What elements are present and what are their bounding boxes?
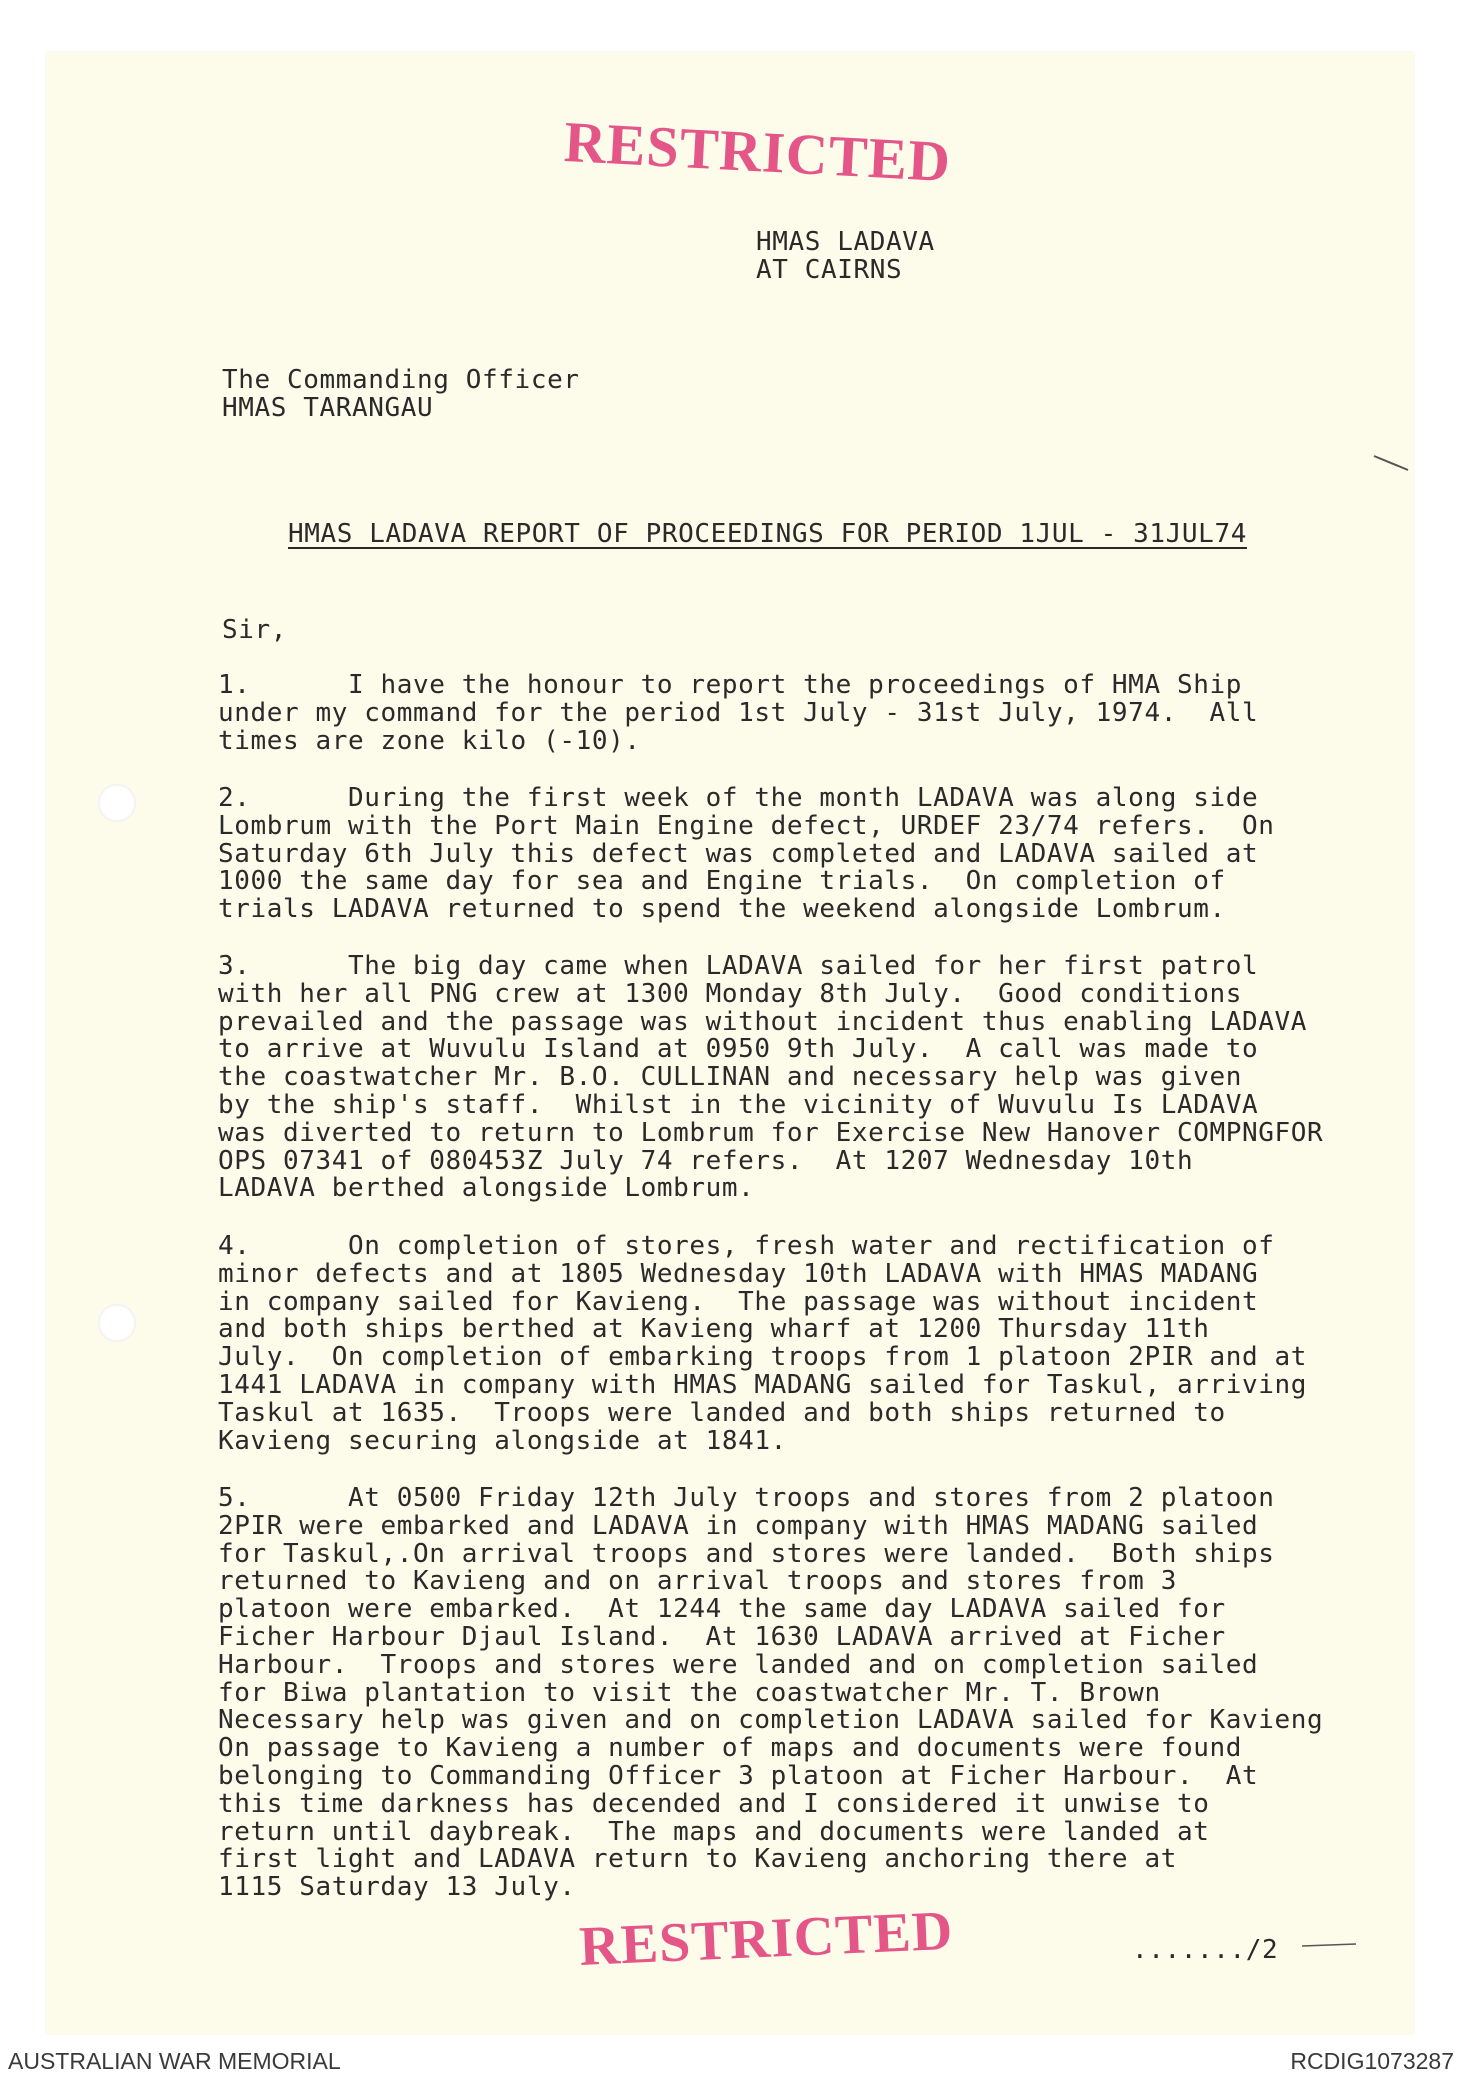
paragraph-line: platoon were embarked. At 1244 the same day LADAVA sailed for xyxy=(218,1594,1226,1625)
paragraph-line: 1. I have the honour to report the proceedings of HMA Ship xyxy=(218,670,1242,700)
paragraph-2 xyxy=(218,785,1274,924)
paragraph-line: belonging to Commanding Officer 3 platoon at Ficher Harbour. At xyxy=(218,1760,1259,1791)
paragraph-line: LADAVA berthed alongside Lombrum. xyxy=(218,1173,755,1204)
sender-location: AT CAIRNS xyxy=(756,255,903,285)
paragraph-line: Harbour. Troops and stores were landed and on completion sailed xyxy=(218,1649,1259,1680)
paragraph-line: Saturday 6th July this defect was completed and LADAVA sailed at xyxy=(218,838,1259,869)
paragraph-line: first light and LADAVA return to Kavieng anchoring there at xyxy=(218,1844,1177,1875)
paragraph-1 xyxy=(218,672,1258,755)
paragraph-line: and both ships berthed at Kavieng wharf at 1200 Thursday 11th xyxy=(218,1314,1210,1345)
paragraph-line: times are zone kilo (-10). xyxy=(218,725,641,756)
paragraph-line: was diverted to return to Lombrum for Exercise New Hanover COMPNGFOR xyxy=(218,1117,1324,1148)
paragraph-line: for Taskul,.On arrival troops and stores were landed. Both ships xyxy=(218,1538,1275,1569)
paragraph-line: July. On completion of embarking troops from 1 platoon 2PIR and at xyxy=(218,1342,1307,1373)
footer-source: AUSTRALIAN WAR MEMORIAL xyxy=(8,2048,341,2074)
punch-hole-upper xyxy=(98,784,136,822)
page-continuation: ......./2 xyxy=(1132,1935,1279,1965)
sender-ship: HMAS LADAVA xyxy=(756,227,935,257)
paragraph-line: 5. At 0500 Friday 12th July troops and stores from 2 platoon xyxy=(218,1483,1275,1513)
addressee-ship: HMAS TARANGAU xyxy=(222,393,434,423)
paragraph-line: 4. On completion of stores, fresh water and rectification of xyxy=(218,1231,1275,1261)
paragraph-line: Lombrum with the Port Main Engine defect, URDEF 23/74 refers. On xyxy=(218,810,1275,841)
paragraph-line: Kavieng securing alongside at 1841. xyxy=(218,1425,787,1456)
footer-reference-id: RCDIG1073287 xyxy=(1290,2048,1454,2074)
paragraph-line: returned to Kavieng and on arrival troops and stores from 3 xyxy=(218,1566,1177,1597)
restricted-stamp-bottom: RESTRICTED xyxy=(578,1899,955,1978)
stray-mark-right xyxy=(1372,452,1412,476)
paragraph-line: under my command for the period 1st July - 31st July, 1974. All xyxy=(218,697,1259,728)
paragraph-line: OPS 07341 of 080453Z July 74 refers. At 1207 Wednesday 10th xyxy=(218,1145,1194,1176)
paragraph-line: 2. During the first week of the month LADAVA was along side xyxy=(218,783,1259,813)
report-title: HMAS LADAVA REPORT OF PROCEEDINGS FOR PERIOD 1JUL - 31JUL74 xyxy=(288,519,1247,549)
paragraph-line: 1000 the same day for sea and Engine trials. On completion of xyxy=(218,866,1226,897)
punch-hole-lower xyxy=(98,1304,136,1342)
paragraph-line: in company sailed for Kavieng. The passage was without incident xyxy=(218,1286,1259,1317)
paragraph-line: Taskul at 1635. Troops were landed and both ships returned to xyxy=(218,1397,1226,1428)
paragraph-3 xyxy=(218,953,1323,1203)
paragraph-line: the coastwatcher Mr. B.O. CULLINAN and necessary help was given xyxy=(218,1062,1242,1093)
paragraph-4 xyxy=(218,1233,1307,1455)
paragraph-line: On passage to Kavieng a number of maps and documents were found xyxy=(218,1733,1242,1764)
paragraph-line: for Biwa plantation to visit the coastwatcher Mr. T. Brown xyxy=(218,1677,1161,1708)
paragraph-5 xyxy=(218,1485,1323,1902)
addressee-title: The Commanding Officer xyxy=(222,365,580,395)
paragraph-line: prevailed and the passage was without incident thus enabling LADAVA xyxy=(218,1006,1307,1037)
paragraph-line: minor defects and at 1805 Wednesday 10th LADAVA with HMAS MADANG xyxy=(218,1258,1259,1289)
paragraph-line: 1115 Saturday 13 July. xyxy=(218,1872,576,1903)
paragraph-line: by the ship's staff. Whilst in the vicinity of Wuvulu Is LADAVA xyxy=(218,1089,1259,1120)
paragraph-line: this time darkness has decended and I considered it unwise to xyxy=(218,1788,1210,1819)
paragraph-line: 3. The big day came when LADAVA sailed for her first patrol xyxy=(218,951,1259,981)
paragraph-line: Necessary help was given and on completion LADAVA sailed for Kavieng xyxy=(218,1705,1324,1736)
paragraph-line: 2PIR were embarked and LADAVA in company with HMAS MADANG sailed xyxy=(218,1510,1259,1541)
restricted-stamp-top: RESTRICTED xyxy=(562,108,953,195)
stray-mark-footer xyxy=(1300,1940,1360,1952)
paragraph-line: with her all PNG crew at 1300 Monday 8th July. Good conditions xyxy=(218,978,1242,1009)
paragraph-line: return until daybreak. The maps and documents were landed at xyxy=(218,1816,1210,1847)
paragraph-line: trials LADAVA returned to spend the weekend alongside Lombrum. xyxy=(218,894,1226,925)
paragraph-line: to arrive at Wuvulu Island at 0950 9th July. A call was made to xyxy=(218,1034,1259,1065)
paragraph-line: Ficher Harbour Djaul Island. At 1630 LADAVA arrived at Ficher xyxy=(218,1621,1226,1652)
paragraph-line: 1441 LADAVA in company with HMAS MADANG sailed for Taskul, arriving xyxy=(218,1369,1307,1400)
salutation: Sir, xyxy=(222,615,288,645)
